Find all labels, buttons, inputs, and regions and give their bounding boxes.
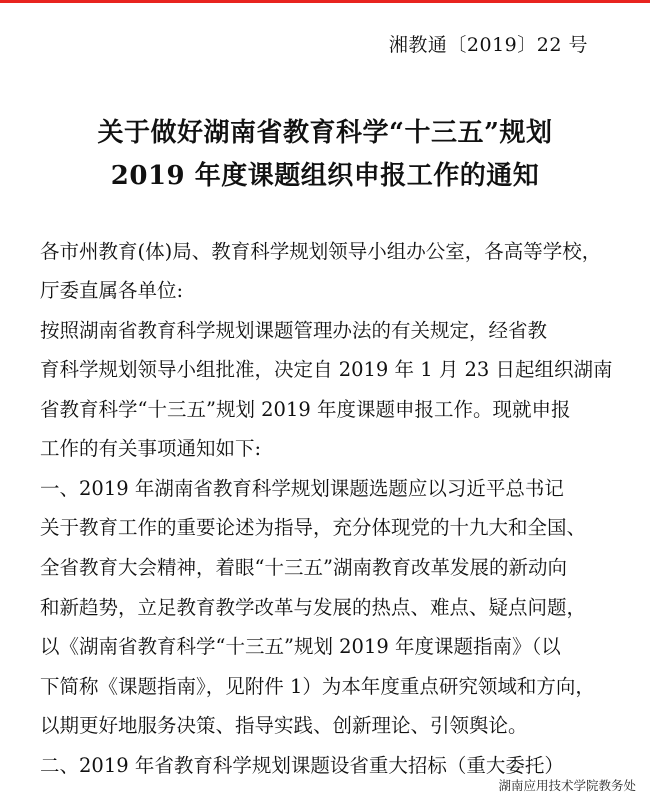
watermark-text: 湖南应用技术学院教务处 bbox=[498, 778, 636, 793]
body-line: 省教育科学“十三五”规划 2019 年度课题申报工作。现就申报 bbox=[40, 398, 571, 421]
document-title-line-1: 关于做好湖南省教育科学“十三五”规划 bbox=[97, 118, 553, 148]
body-line: 一、2019 年湖南省教育科学规划课题选题应以习近平总书记 bbox=[40, 477, 564, 500]
body-line: 全省教育大会精神，着眼“十三五”湖南教育改革发展的新动向 bbox=[40, 556, 567, 579]
header-red-rule bbox=[0, 0, 650, 3]
document-number: 湘教通〔2019〕22 号 bbox=[388, 34, 588, 56]
body-line: 下简称《课题指南》，见附件 1）为本年度重点研究领域和方向， bbox=[40, 675, 595, 698]
body-line: 工作的有关事项通知如下: bbox=[40, 437, 262, 460]
body-line: 育科学规划领导小组批准，决定自 2019 年 1 月 23 日起组织湖南 bbox=[40, 358, 613, 381]
body-line: 关于教育工作的重要论述为指导，充分体现党的十九大和全国、 bbox=[40, 516, 587, 539]
body-line: 厅委直属各单位: bbox=[40, 279, 184, 302]
body-line: 和新趋势，立足教育教学改革与发展的热点、难点、疑点问题， bbox=[40, 596, 587, 619]
body-line: 二、2019 年省教育科学规划课题设省重大招标（重大委托） bbox=[40, 754, 564, 777]
document-title-line-2: 2019 年度课题组织申报工作的通知 bbox=[110, 161, 540, 191]
body-line: 各市州教育(体)局、教育科学规划领导小组办公室，各高等学校， bbox=[40, 240, 602, 263]
body-line: 按照湖南省教育科学规划课题管理办法的有关规定，经省教 bbox=[40, 319, 548, 342]
body-line: 以《湖南省教育科学“十三五”规划 2019 年度课题指南》（以 bbox=[40, 635, 561, 658]
body-line: 以期更好地服务决策、指导实践、创新理论、引领舆论。 bbox=[40, 714, 528, 737]
